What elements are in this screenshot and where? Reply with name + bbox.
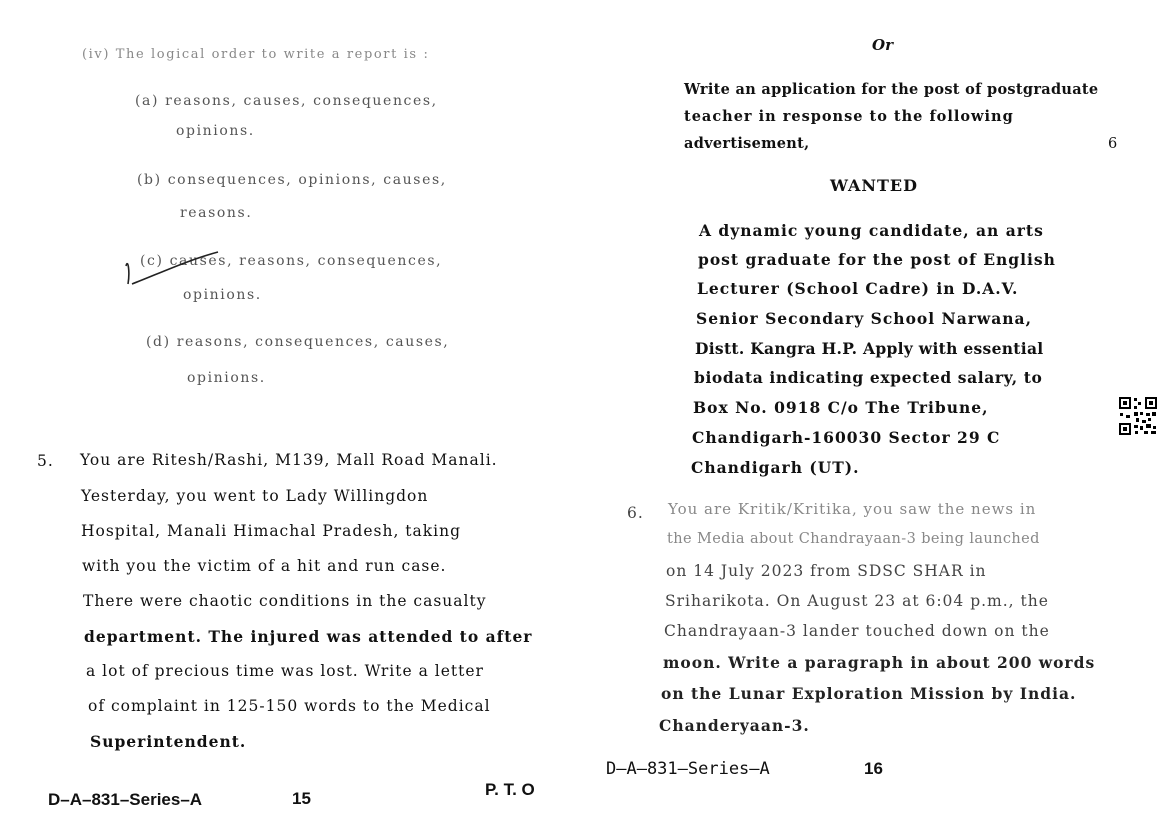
question-6-line: on the Lunar Exploration Mission by India. [661,684,1077,703]
left-page-number: 15 [292,789,311,808]
advertisement-line: A dynamic young candidate, an arts [699,221,1044,240]
question-6-number: 6. [627,504,644,522]
advertisement-line: post graduate for the post of English [698,250,1056,269]
question-5-line: There were chaotic conditions in the casualty [83,592,487,610]
question-6-line: moon. Write a paragraph in about 200 words [663,653,1096,672]
question-5-line: Hospital, Manali Himachal Pradesh, taking [81,522,462,540]
application-question-line: advertisement, [684,135,810,152]
advertisement-line: Chandigarh (UT). [691,458,860,477]
option-a-line2: opinions. [176,123,255,139]
question-5-line: with you the victim of a hit and run case. [82,557,447,575]
question-6-line: Chandrayaan-3 lander touched down on the [664,622,1050,640]
option-d-line1: (d) reasons, consequences, causes, [146,334,450,350]
question-6-line: on 14 July 2023 from SDSC SHAR in [666,562,987,580]
question-5-line: of complaint in 125-150 words to the Medical [88,697,491,715]
option-c-line1: (c) causes, reasons, consequences, [140,253,443,269]
advertisement-line: Lecturer (School Cadre) in D.A.V. [697,279,1019,298]
wanted-title: WANTED [830,176,918,195]
marks-label: 6 [1108,136,1119,152]
question-6-line: Chanderyaan-3. [659,716,810,735]
option-a-line1: (a) reasons, causes, consequences, [135,93,438,109]
advertisement-line: Senior Secondary School Narwana, [696,309,1032,328]
advertisement-line: Distt. Kangra H.P. Apply with essential [695,339,1044,358]
question-5-line: department. The injured was attended to after [84,627,533,646]
question-5-line: a lot of precious time was lost. Write a letter [86,662,484,680]
question-5-line: Superintendent. [90,732,247,751]
option-d-line2: opinions. [187,370,266,386]
application-question-line: Write an application for the post of postgraduate [684,81,1099,98]
question-5-number: 5. [37,452,54,470]
right-page-number: 16 [864,759,883,778]
option-b-line1: (b) consequences, opinions, causes, [137,172,447,188]
handwritten-tick-mark-icon [118,244,228,292]
question-4-stem: (iv) The logical order to write a report is : [82,47,430,62]
question-6-line: You are Kritik/Kritika, you saw the news in [668,500,1037,518]
right-footer-code: D–A–831–Series–A [606,759,770,779]
or-label: Or [872,36,893,54]
pto-label: P. T. O [485,780,535,799]
question-6-line: the Media about Chandrayaan-3 being launched [667,531,1040,547]
advertisement-line: Box No. 0918 C/o The Tribune, [693,398,989,417]
advertisement-line: Chandigarh-160030 Sector 29 C [692,428,1001,447]
question-5-line: Yesterday, you went to Lady Willingdon [81,487,429,505]
question-6-line: Sriharikota. On August 23 at 6:04 p.m., the [665,592,1049,610]
left-footer-code: D–A–831–Series–A [48,790,203,809]
option-b-line2: reasons. [180,205,253,221]
qr-code-icon [1118,396,1158,436]
application-question-line: teacher in response to the following [684,108,1014,125]
option-c-line2: opinions. [183,287,262,303]
advertisement-line: biodata indicating expected salary, to [694,368,1043,387]
question-5-line: You are Ritesh/Rashi, M139, Mall Road Manali. [80,451,498,469]
